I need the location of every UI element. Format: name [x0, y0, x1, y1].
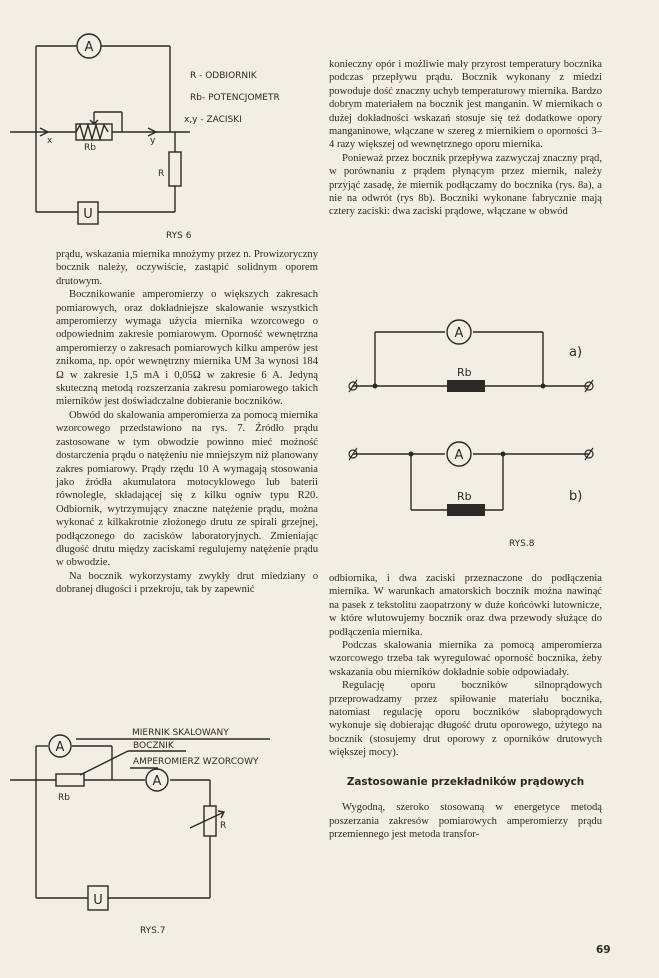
paragraph: Obwód do skalowania amperomierza za pomocą miernika wzorcowego przedstawiono na rys. 7. Źródło prądu zastosowane w tym obwodzie powinno mieć możność dostarczenia prądu o natężeniu nie mniejszym niż planowany zakres pomiarowy. Prądy rzędu 10 A wymagają stosowania jako źródła akumulatora motocyklowego lub baterii równolegle, składającej się z kilku ogniw typu R20. Odbiornik, wytrzymujący znaczne natężenie prądu, można wykonać z kilkakrotnie złożonego drutu ze spirali grzejnej, podłączonego do zacisków laboratoryjnych. Zmieniając długość drutu między zaciskami regulujemy natężenie prądu w obwodzie.: [56, 409, 318, 569]
variant-b-label: b): [569, 489, 583, 504]
paragraph: Na bocznik wykorzystamy zwykły drut miedziany o dobranej długości i przekroju, tak by zapewnić: [56, 570, 318, 596]
resistor-label: Rb: [457, 366, 472, 379]
paragraph: Wygodną, szeroko stosowaną w energetyce metodą poszerzania zakresów pomiarowych amperomierzy prądu przemiennego jest metoda transfor-: [329, 802, 602, 840]
figure-6-caption: RYS 6: [166, 231, 192, 241]
figure-8: [329, 320, 609, 560]
figure-6: [0, 0, 320, 244]
label-shunt: BOCZNIK: [133, 741, 174, 751]
variant-a-label: a): [569, 345, 583, 360]
page-number: 69: [596, 944, 611, 956]
paragraph: Podczas skalowania miernika za pomocą amperomierza wzorcowego trzeba tak wyregulować oporność bocznika, żeby wskazania obu mierników dokładnie sobie odpowiadały.: [329, 640, 602, 678]
figure-7-diagram: [0, 718, 320, 948]
section-heading: Zastosowanie przekładników prądowych: [346, 775, 585, 788]
shunt-a: [447, 380, 485, 392]
paragraph: prądu, wskazania miernika mnożymy przez n. Prowizoryczny bocznik należy, oczywiście, zastąpić solidnym oporem drutowym.: [56, 249, 318, 287]
meter-letter: A: [84, 40, 94, 55]
legend-line-3: x,y - ZACISKI: [184, 115, 242, 125]
meter-letter: A: [454, 326, 464, 341]
paragraph: Ponieważ przez bocznik przepływa zazwyczaj znaczny prąd, w porównaniu z prądem płynącym przez miernik, należy przyjąć zasadę, że miernik podłączamy do bocznika (rys. 8a), a nie na odwrót (rys 8b). Boczniki wykonane fabrycznie mają cztery zaciski: dwa zaciski prądowe, włączane w obwód: [329, 152, 602, 218]
figure-8-caption: RYS.8: [509, 539, 535, 549]
figure-8-diagram: [329, 320, 609, 560]
left-column: [56, 248, 318, 597]
legend-line-2: Rb- POTENCJOMETR: [190, 93, 280, 103]
source-letter: U: [93, 893, 103, 908]
paragraph: Bocznikowanie amperomierzy o większych zakresach pomiarowych, oraz dokładniejsze skalowanie wszystkich amperomierzy wymaga użycia miernika wzorcowego o odpowiednim zakresie pomiarowym. Oporność wewnętrzna amperomierzy o zakresach pomiarowych kilku amperów jest znikoma, np. opór wewnętrzny miernika UM 3a wynosi 184 Ω w zakresie 1,5 mA i 0,05Ω w zakresie 6 A. Jedyną skuteczną metodą rozszerzania zakresu pomiarowego takich mierników jest doświadczalne dobieranie boczników.: [56, 289, 318, 408]
meter-letter: A: [55, 740, 65, 755]
right-column-bottom: [329, 572, 602, 841]
meter-letter: A: [152, 774, 162, 789]
right-column-top: [329, 58, 602, 219]
paragraph: odbiornika, i dwa zaciski przeznaczone do podłączenia miernika. W warunkach amatorskich bocznik można nawinąć na pasek z tekstolitu zaopatrzony w duże końcówki lutownicze, w które wlutowujemy bocznik oraz dwa przewody służące do podłączenia miernika.: [329, 573, 602, 638]
load-label: R: [158, 169, 165, 179]
source-letter: U: [83, 207, 93, 222]
label-reference-meter: AMPEROMIERZ WZORCOWY: [133, 757, 259, 767]
resistor-label: Rb: [58, 793, 70, 803]
terminal-y: y: [150, 136, 156, 146]
paragraph: konieczny opór i możliwie mały przyrost temperatury bocznika podczas przepływu prądu. Bocznik wykonany z miedzi powoduje dość znaczny uchyb temperaturowy miernika. Bardzo dobrym materiałem na bocznik jest manganin. W miernikach o dużej dokładności wskazań stosuje się też dodatkowe opory manganinowe, włączane w szereg z miernikiem o oporności 3–4 razy większej od wewnętrznego oporu miernika.: [329, 59, 602, 151]
resistor-label: Rb: [457, 490, 472, 503]
load-label: R: [220, 821, 227, 831]
terminal-x: x: [47, 136, 53, 146]
figure-7: [0, 718, 320, 948]
shunt-b: [447, 504, 485, 516]
label-calibrated-meter: MIERNIK SKALOWANY: [132, 728, 229, 738]
meter-letter: A: [454, 448, 464, 463]
figure-7-caption: RYS.7: [140, 926, 166, 936]
paragraph: Regulację oporu boczników silnoprądowych przeprowadzamy przez spiłowanie materiału bocznika, natomiast regulację oporu boczników słaboprądowych wykonuje się dobierając długość drutu oporowego, użytego na bocznik (stosujemy drut oporowy z oporników drutowych większej mocy).: [329, 680, 602, 759]
legend-line-1: R - ODBIORNIK: [190, 71, 257, 81]
resistor-label: Rb: [84, 143, 96, 153]
figure-6-diagram: [0, 0, 320, 244]
